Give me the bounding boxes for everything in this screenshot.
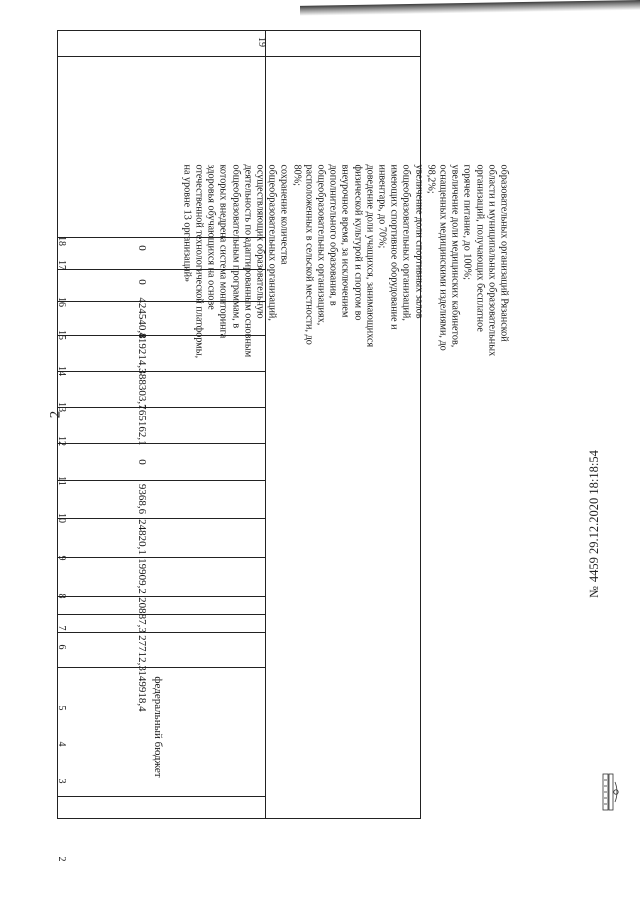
column-divider: [58, 614, 265, 615]
value-cell: 0: [136, 245, 148, 251]
value-cell: 27712,3: [136, 635, 148, 671]
value-cell: 24820,1: [136, 519, 148, 555]
column-number: 7: [56, 625, 67, 631]
value-cell: 9368,6: [136, 483, 148, 515]
value-cell: 20887,3: [136, 597, 148, 633]
column-divider: [58, 632, 265, 633]
column-number: 18: [56, 236, 67, 246]
header-row-divider: [58, 56, 420, 57]
budget-source-cell: федеральный бюджет: [152, 676, 164, 778]
registration-stamp: [587, 450, 602, 598]
column-number: 3: [56, 778, 67, 784]
column-number: 2: [56, 856, 67, 862]
column-number: 11: [56, 476, 67, 486]
column-number: 5: [56, 705, 67, 711]
value-cell: 388303,7: [136, 368, 148, 410]
column-number: 10: [56, 513, 67, 523]
results-description: образовательных организаций Рязанской области и муниципальных образовательных организаций, получающих бесплатное горячее питание, до 100%; увеличение доли медицинских кабинетов, оснащенных медицинскими изделиями, до 98,2%; увеличение доли спортивных залов общеобразовательных организаций, имеющих спортивное оборудование и инвентарь, до 70%; доведение доли учащихся, занимающихся физической культурой и спортом во внеурочное время, за исключением дополнительного образования, в общеобразовательных организациях, расположенных в сельской местности, до 80%; сохранение количества общеобразовательных организаций, осуществляющих образовательную деятельность по адаптированным основным общеобразовательным программам, в которых внедрена система мониторинга здоровья обучающихся на основе отечественной технологической платформы, на уровне 13 организаций»: [181, 164, 510, 359]
value-cell: 149918,4: [136, 670, 148, 712]
number-sign: №: [587, 586, 601, 598]
column-divider: [58, 596, 265, 597]
value-cell: 424540,8: [136, 297, 148, 339]
value-cell: 19909,2: [136, 558, 148, 594]
value-cell: 0: [136, 459, 148, 465]
column-number: 12: [56, 436, 67, 446]
column-number: 17: [56, 260, 67, 270]
column-number: 9: [56, 555, 67, 561]
column-number: 8: [56, 593, 67, 599]
signature-emblem-icon: [602, 772, 620, 812]
column-number: 6: [56, 644, 67, 650]
column-number: 19: [256, 37, 267, 47]
page-number: 2: [47, 410, 64, 419]
column-number: 15: [56, 330, 67, 340]
column-number: 14: [56, 366, 67, 376]
column-divider: [58, 796, 265, 797]
registration-number-datetime: 4459 29.12.2020 18:18:54: [587, 450, 601, 583]
value-cell: 0: [136, 279, 148, 285]
value-cell: 165162,1: [136, 404, 148, 446]
column-number: 16: [56, 297, 67, 307]
column-number: 13: [56, 402, 67, 412]
column-number: 4: [56, 741, 67, 747]
value-cell: 419214,3: [136, 332, 148, 374]
scan-edge-artifact: [300, 0, 640, 16]
